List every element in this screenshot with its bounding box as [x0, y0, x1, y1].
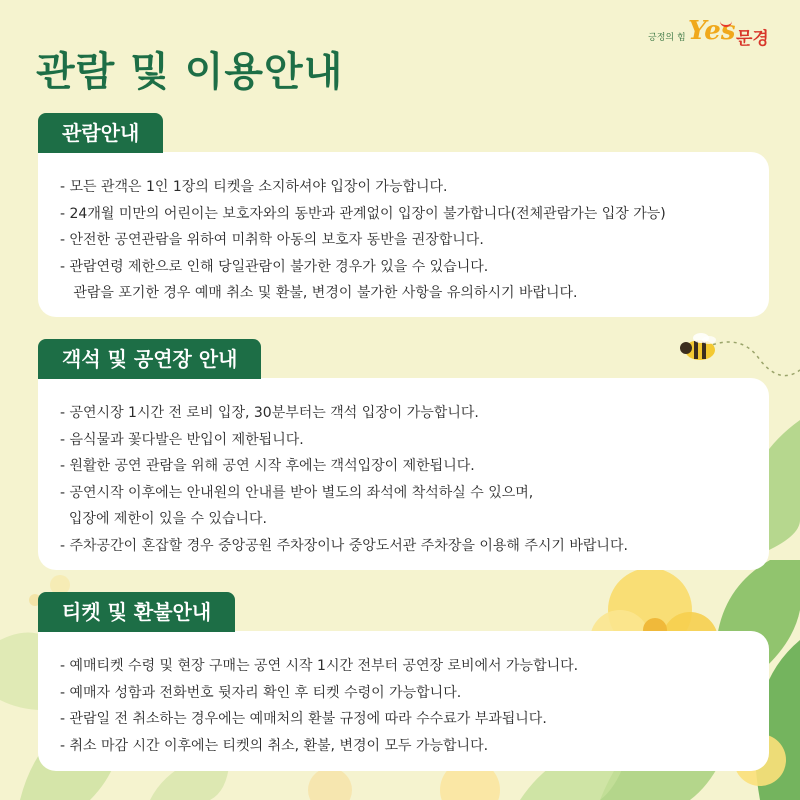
section-card-ticket	[38, 631, 769, 771]
list-item: 입장에 제한이 있을 수 있습니다.	[60, 511, 267, 527]
logo-slogan: 긍정의 힘	[648, 33, 686, 43]
list-item: - 공연시장 1시간 전 로비 입장, 30분부터는 객석 입장이 가능합니다.	[60, 405, 479, 421]
logo-city: 문경	[736, 29, 769, 49]
list-item: 관람을 포기한 경우 예매 취소 및 환불, 변경이 불가한 사항을 유의하시기 바랍니다.	[60, 285, 578, 301]
page-title: 관람 및 이용안내	[36, 49, 344, 95]
list-item: - 공연시작 이후에는 안내원의 안내를 받아 별도의 좌석에 착석하실 수 있으며,	[60, 484, 534, 501]
list-item: - 음식물과 꽃다발은 반입이 제한됩니다.	[60, 431, 304, 448]
viewing-info-list	[60, 174, 769, 307]
list-item: - 예매자 성함과 전화번호 뒷자리 확인 후 티켓 수령이 가능합니다.	[60, 684, 462, 701]
ticket-info-list	[60, 653, 769, 759]
section-heading-viewing: 관람안내	[38, 113, 163, 153]
seating-info-list	[60, 400, 769, 559]
list-item: - 관람일 전 취소하는 경우에는 예매처의 환불 규정에 따라 수수료가 부과됩니다.	[60, 711, 547, 727]
list-item: - 예매티켓 수령 및 현장 구매는 공연 시작 1시간 전부터 공연장 로비에서 가능합니다.	[60, 658, 579, 674]
city-logo	[648, 14, 788, 54]
section-heading-seating: 객석 및 공연장 안내	[38, 339, 261, 379]
list-item: - 주차공간이 혼잡할 경우 중앙공원 주차장이나 중앙도서관 주차장을 이용해 주시기 바랍니다.	[60, 537, 628, 554]
section-card-seating	[38, 378, 769, 570]
list-item: - 원활한 공연 관람을 위해 공연 시작 후에는 객석입장이 제한됩니다.	[60, 458, 475, 474]
bee-icon	[680, 333, 716, 360]
section-card-viewing	[38, 152, 769, 317]
logo-yes: Yes	[688, 16, 736, 46]
list-item: - 안전한 공연관람을 위하여 미취학 아동의 보호자 동반을 권장합니다.	[60, 232, 484, 248]
list-item: - 취소 마감 시간 이후에는 티켓의 취소, 환불, 변경이 모두 가능합니다.	[60, 737, 489, 754]
list-item: - 모든 관객은 1인 1장의 티켓을 소지하셔야 입장이 가능합니다.	[60, 179, 448, 195]
list-item: - 24개월 미만의 어린이는 보호자와의 동반과 관계없이 입장이 불가합니다(전체관람가는 입장 가능)	[60, 205, 666, 222]
list-item: - 관람연령 제한으로 인해 당일관람이 불가한 경우가 있을 수 있습니다.	[60, 258, 489, 275]
section-heading-ticket: 티켓 및 환불안내	[38, 592, 235, 632]
